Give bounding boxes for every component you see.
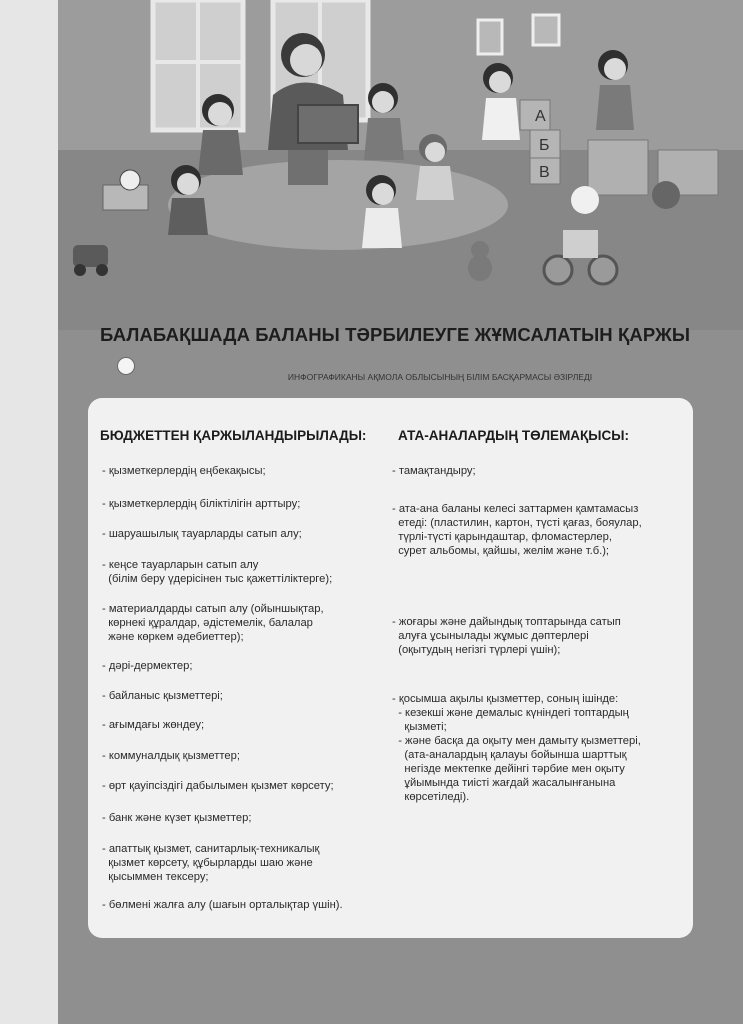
- budget-item-line: - материалдарды сатып алу (ойыншықтар,: [102, 603, 324, 615]
- block-letter: Б: [539, 137, 550, 154]
- parents-item-line: (оқытудың негізгі түрлері үшін);: [392, 644, 561, 656]
- parents-item-line: етеді: (пластилин, картон, түсті қағаз, бояулар,: [392, 517, 642, 529]
- parents-heading: АТА-АНАЛАРДЫҢ ТӨЛЕМАҚЫСЫ:: [398, 428, 629, 443]
- budget-item: [102, 898, 343, 912]
- budget-item-line: және көркем әдебиеттер);: [102, 631, 244, 643]
- budget-item-line: - қызметкерлердің біліктілігін арттыру;: [102, 498, 301, 510]
- parents-item-line: - ата-ана баланы келесі заттармен қамтамасыз: [392, 503, 639, 515]
- budget-item: [102, 602, 324, 644]
- budget-item-line: - шаруашылық тауарларды сатып алу;: [102, 528, 302, 540]
- budget-item-line: көрнекі құралдар, әдістемелік, балалар: [102, 617, 313, 629]
- classroom-illustration: [58, 0, 743, 330]
- parents-item-line: (ата-аналардың қалауы бойынша шарттық: [392, 749, 627, 761]
- budget-item-line: қысыммен тексеру;: [102, 871, 209, 883]
- parents-item: [392, 615, 621, 657]
- budget-item-line: (білім беру үдерісінен тыс қажеттіліктерге);: [102, 573, 333, 585]
- budget-item-line: - байланыс қызметтері;: [102, 690, 223, 702]
- budget-item-line: - банк және күзет қызметтер;: [102, 812, 252, 824]
- budget-item: [102, 558, 332, 586]
- budget-item: [102, 718, 204, 732]
- budget-item-line: - кеңсе тауарларын сатып алу: [102, 559, 259, 571]
- budget-item: [102, 811, 251, 825]
- budget-item: [102, 497, 300, 511]
- parents-item-line: - қосымша ақылы қызметтер, соның ішінде:: [392, 693, 619, 705]
- budget-item-line: - бөлмені жалға алу (шағын орталықтар үшін).: [102, 899, 343, 911]
- wall-picture: [533, 15, 559, 45]
- wall-picture: [478, 20, 502, 54]
- budget-item-line: - ағымдағы жөндеу;: [102, 719, 205, 731]
- toy-ball: [652, 181, 680, 209]
- block-letter: В: [539, 164, 550, 181]
- parents-item: [392, 464, 476, 478]
- budget-item-line: - қызметкерлердің еңбекақысы;: [102, 465, 266, 477]
- parents-item: [392, 502, 642, 558]
- budget-item: [102, 464, 266, 478]
- parents-item: [392, 692, 641, 804]
- budget-item-line: - дәрі-дермектер;: [102, 660, 193, 672]
- parents-item-line: қызметі;: [392, 721, 447, 733]
- punch-hole: [117, 357, 135, 375]
- budget-item: [102, 689, 223, 703]
- budget-item: [102, 842, 319, 884]
- budget-item-line: қызмет көрсету, құбырларды шаю және: [102, 857, 313, 869]
- budget-item: [102, 779, 334, 793]
- parents-item-line: - жоғары және дайындық топтарында сатып: [392, 616, 621, 628]
- budget-heading: БЮДЖЕТТЕН ҚАРЖЫЛАНДЫРЫЛАДЫ:: [100, 428, 367, 443]
- parents-item-line: негізде мектепке дейінгі тәрбие мен оқыту: [392, 763, 625, 775]
- budget-item-line: - өрт қауіпсіздігі дабылымен қызмет көрсету;: [102, 780, 334, 792]
- budget-item-line: - коммуналдық қызметтер;: [102, 750, 240, 762]
- parents-item-line: алуға ұсынылады жұмыс дәптерлері: [392, 630, 589, 642]
- teddy-bear: [468, 241, 492, 281]
- parents-item-line: көрсетіледі).: [392, 791, 470, 803]
- budget-item: [102, 749, 240, 763]
- parents-item-line: - тамақтандыру;: [392, 465, 476, 477]
- parents-item-line: - кезекші және демалыс күніндегі топтардың: [392, 707, 629, 719]
- budget-item: [102, 659, 192, 673]
- page-subtitle: ИНФОГРАФИКАНЫ АҚМОЛА ОБЛЫСЫНЫҢ БІЛІМ БАСҚАРМАСЫ ӘЗІРЛЕДІ: [287, 372, 593, 382]
- parents-item-line: ұйымында тиісті жағдай жасалынғанына: [392, 777, 616, 789]
- block-letter: А: [535, 108, 546, 125]
- budget-item-line: - апаттық қызмет, санитарлық-техникалық: [102, 843, 320, 855]
- budget-item: [102, 527, 302, 541]
- parents-item-line: түрлі-түсті қарындаштар, фломастерлер,: [392, 531, 612, 543]
- parents-item-line: сурет альбомы, қайшы, желім және т.б.);: [392, 545, 610, 557]
- storage-box: [588, 140, 648, 195]
- parents-item-line: - және басқа да оқыту мен дамыту қызметтері,: [392, 735, 641, 747]
- page-title: БАЛАБАҚШАДА БАЛАНЫ ТӘРБИЛЕУГЕ ЖҰМСАЛАТЫН ҚАРЖЫ: [100, 324, 691, 345]
